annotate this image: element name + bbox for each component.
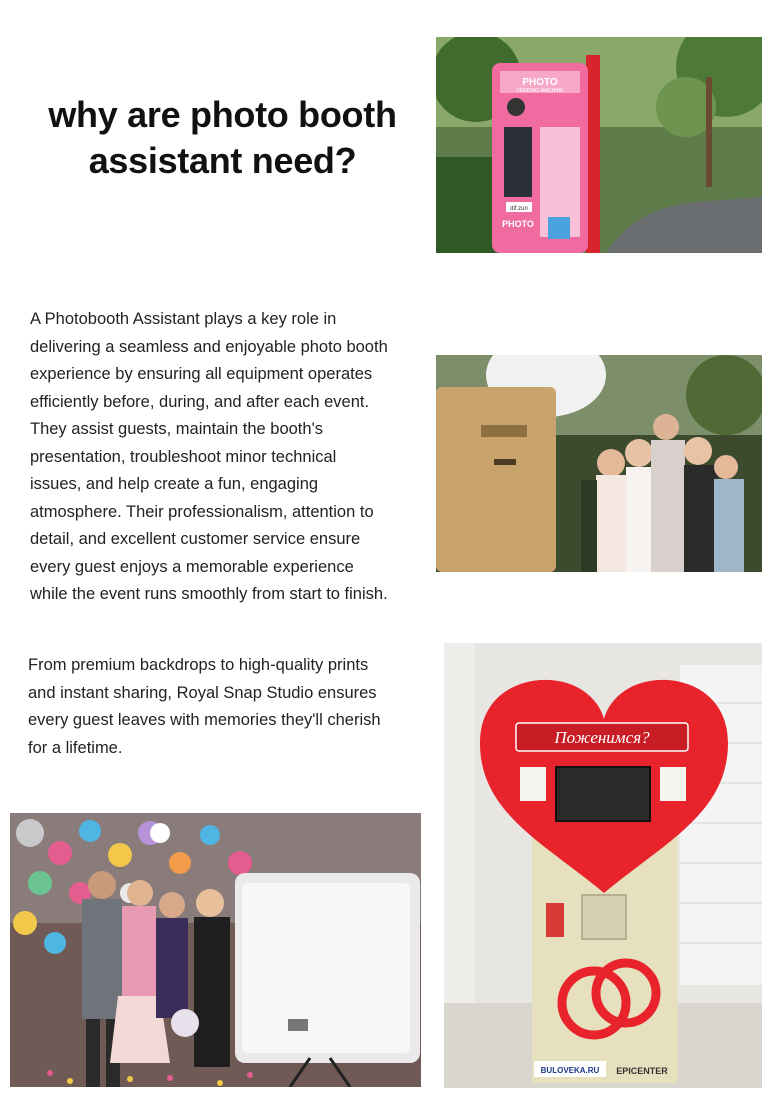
page-heading: why are photo booth assistant need?	[48, 94, 397, 181]
photo-vending-machine	[436, 37, 762, 253]
photo-heart-booth	[444, 643, 762, 1088]
closing-paragraph: From premium backdrops to high-quality prints and instant sharing, Royal Snap Studio ensures every guest leaves with memories they'll cherish for a lifetime.	[28, 656, 381, 757]
photo-friends-booth	[436, 355, 762, 572]
intro-paragraph: A Photobooth Assistant plays a key role in delivering a seamless and enjoyable photo booth experience by ensuring all equipment operates efficiently before, during, and after each event. They assist guests, maintain the booth's presentation, troubleshoot minor technical issues, and help create a fun, engaging atmosphere. Their professionalism, attention to detail, and excellent customer service ensure every guest enjoys a memorable experience while the event runs smoothly from start to finish.	[30, 310, 388, 603]
booth-brand-right: EPICENTER	[616, 1066, 668, 1076]
booth-brand-left: BULOVEKA.RU	[540, 1066, 600, 1075]
photo-party-guests	[10, 813, 421, 1087]
machine-label-bottom: PHOTO	[502, 219, 534, 229]
machine-brand: dif.zun	[510, 206, 528, 212]
heart-sign-text: Поженимся?	[554, 728, 650, 747]
machine-label-sub: VENDING MACHINE	[516, 88, 564, 94]
machine-label-top: PHOTO	[522, 77, 558, 88]
